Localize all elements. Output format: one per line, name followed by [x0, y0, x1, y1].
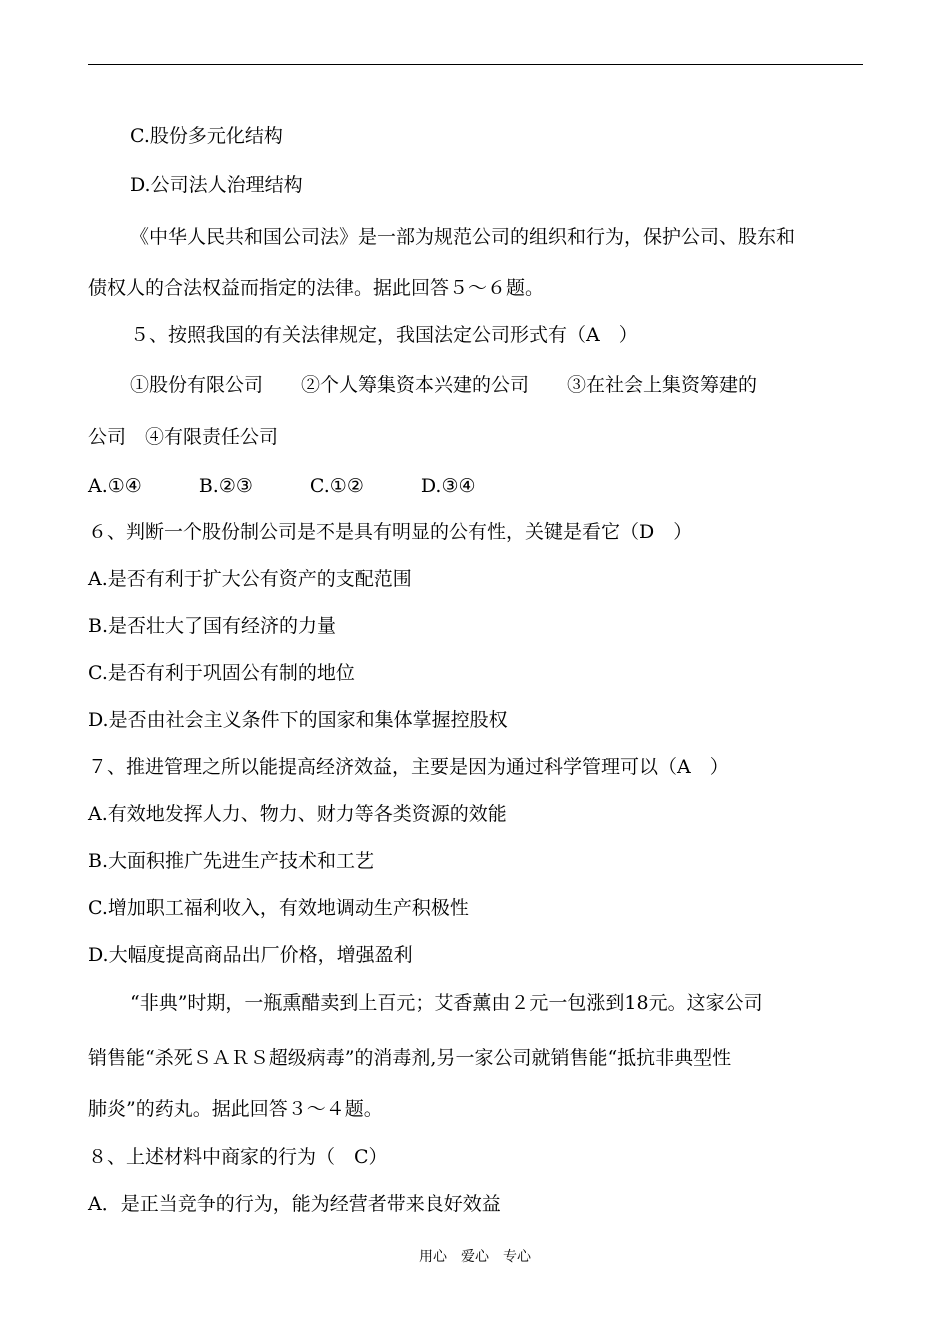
page-footer: 用心 爱心 专心: [419, 1249, 531, 1265]
passage-line-1: 《中华人民共和国公司法》是一部为规范公司的组织和行为，保护公司、股东和: [130, 226, 796, 248]
question-5-items-line-1: ①股份有限公司 ②个人筹集资本兴建的公司 ③在社会上集资筹建的: [130, 374, 758, 396]
question-5: ５、按照我国的有关法律规定，我国法定公司形式有（A ）: [130, 324, 638, 346]
option-d-line: D.公司法人治理结构: [130, 174, 303, 196]
passage-2-line-1: “非典”时期，一瓶熏醋卖到上百元；艾香薰由２元一包涨到18元。这家公司: [130, 992, 763, 1014]
passage-line-2: 债权人的合法权益而指定的法律。据此回答５～６题。: [88, 277, 545, 299]
passage-2-line-2: 销售能“杀死ＳＡＲＳ超级病毒”的消毒剂,另一家公司就销售能“抵抗非典型性: [88, 1047, 732, 1069]
option-c-line: C.股份多元化结构: [130, 125, 283, 147]
question-7-option-d: D.大幅度提高商品出厂价格，增强盈利: [88, 944, 413, 966]
question-6-option-b: B.是否壮大了国有经济的力量: [88, 615, 337, 637]
question-7: ７、推进管理之所以能提高经济效益，主要是因为通过科学管理可以（A ）: [88, 756, 729, 778]
question-8: ８、上述材料中商家的行为（ C）: [88, 1146, 388, 1168]
question-7-option-b: B.大面积推广先进生产技术和工艺: [88, 850, 375, 872]
question-7-option-c: C.增加职工福利收入，有效地调动生产积极性: [88, 897, 469, 919]
question-8-option-a: A．是正当竞争的行为，能为经营者带来良好效益: [88, 1193, 501, 1215]
passage-2-line-3: 肺炎”的药丸。据此回答３～４题。: [88, 1098, 383, 1120]
question-5-items-line-2: 公司 ④有限责任公司: [88, 426, 279, 448]
question-6-option-c: C.是否有利于巩固公有制的地位: [88, 662, 355, 684]
question-6-option-d: D.是否由社会主义条件下的国家和集体掌握控股权: [88, 709, 508, 731]
question-5-options: A.①④ B.②③ C.①② D.③④: [88, 475, 476, 497]
question-6: ６、判断一个股份制公司是不是具有明显的公有性，关键是看它（D ）: [88, 521, 693, 543]
question-7-option-a: A.有效地发挥人力、物力、财力等各类资源的效能: [88, 803, 507, 825]
header-rule: [88, 64, 863, 65]
question-6-option-a: A.是否有利于扩大公有资产的支配范围: [88, 568, 412, 590]
